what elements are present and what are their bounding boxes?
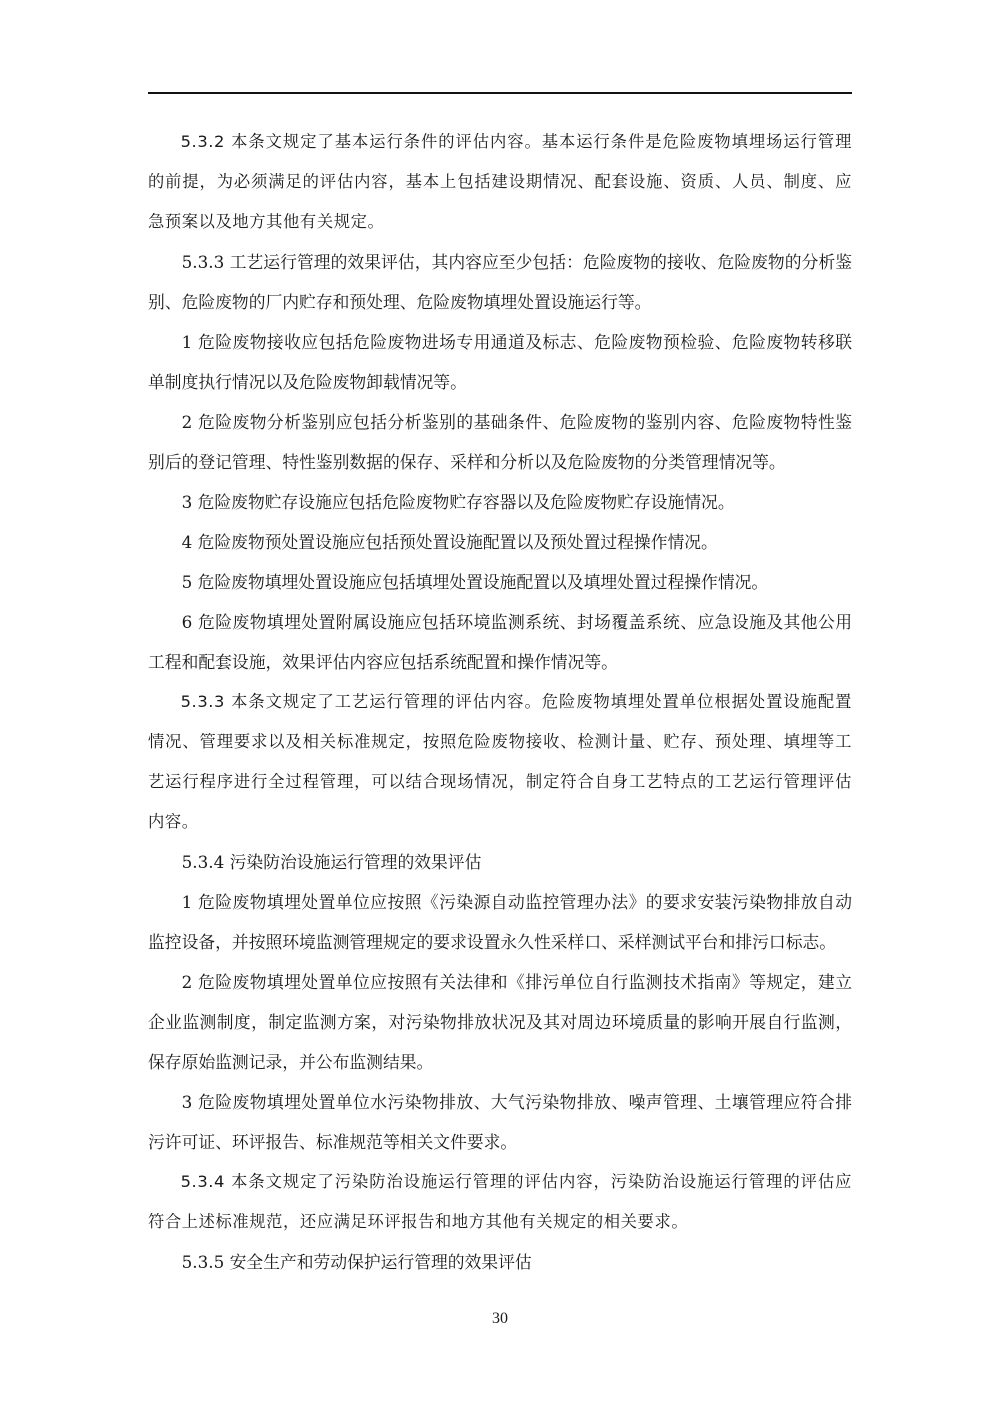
paragraph: 5.3.2 本条文规定了基本运行条件的评估内容。基本运行条件是危险废物填埋场运行管理的前提，为必须满足的评估内容，基本上包括建设期情况、配套设施、资质、人员、制度、应急预案以及地方其他有关规定。 xyxy=(148,132,852,231)
paragraph: 3 危险废物贮存设施应包括危险废物贮存容器以及危险废物贮存设施情况。 xyxy=(181,492,735,512)
header-rule xyxy=(148,92,852,94)
paragraph: 2 危险废物填埋处置单位应按照有关法律和《排污单位自行监测技术指南》等规定，建立企业监测制度，制定监测方案，对污染物排放状况及其对周边环境质量的影响开展自行监测，保存原始监测记录，并公布监测结果。 xyxy=(148,972,852,1072)
paragraph: 3 危险废物填埋处置单位水污染物排放、大气污染物排放、噪声管理、土壤管理应符合排污许可证、环评报告、标准规范等相关文件要求。 xyxy=(148,1092,852,1152)
paragraph: 5.3.4 本条文规定了污染防治设施运行管理的评估内容，污染防治设施运行管理的评估应符合上述标准规范，还应满足环评报告和地方其他有关规定的相关要求。 xyxy=(148,1172,852,1231)
paragraph: 5 危险废物填埋处置设施应包括填埋处置设施配置以及填埋处置过程操作情况。 xyxy=(181,572,769,592)
paragraph: 4 危险废物预处置设施应包括预处置设施配置以及预处置过程操作情况。 xyxy=(181,532,718,552)
paragraph: 1 危险废物接收应包括危险废物进场专用通道及标志、危险废物预检验、危险废物转移联单制度执行情况以及危险废物卸载情况等。 xyxy=(148,332,852,392)
paragraph: 2 危险废物分析鉴别应包括分析鉴别的基础条件、危险废物的鉴别内容、危险废物特性鉴别后的登记管理、特性鉴别数据的保存、采样和分析以及危险废物的分类管理情况等。 xyxy=(148,412,852,472)
paragraph: 5.3.4 污染防治设施运行管理的效果评估 xyxy=(181,852,482,872)
paragraph: 5.3.3 本条文规定了工艺运行管理的评估内容。危险废物填埋处置单位根据处置设施配置情况、管理要求以及相关标准规定，按照危险废物接收、检测计量、贮存、预处理、填埋等工艺运行程序进行全过程管理，可以结合现场情况，制定符合自身工艺特点的工艺运行管理评估内容。 xyxy=(148,692,852,831)
paragraph: 5.3.3 工艺运行管理的效果评估，其内容应至少包括：危险废物的接收、危险废物的分析鉴别、危险废物的厂内贮存和预处理、危险废物填埋处置设施运行等。 xyxy=(148,252,852,312)
document-body xyxy=(148,122,852,1282)
paragraph: 6 危险废物填埋处置附属设施应包括环境监测系统、封场覆盖系统、应急设施及其他公用工程和配套设施，效果评估内容应包括系统配置和操作情况等。 xyxy=(148,612,852,672)
paragraph: 5.3.5 安全生产和劳动保护运行管理的效果评估 xyxy=(181,1252,532,1272)
paragraph: 1 危险废物填埋处置单位应按照《污染源自动监控管理办法》的要求安装污染物排放自动监控设备，并按照环境监测管理规定的要求设置永久性采样口、采样测试平台和排污口标志。 xyxy=(148,892,852,952)
page-number: 30 xyxy=(492,1310,508,1327)
